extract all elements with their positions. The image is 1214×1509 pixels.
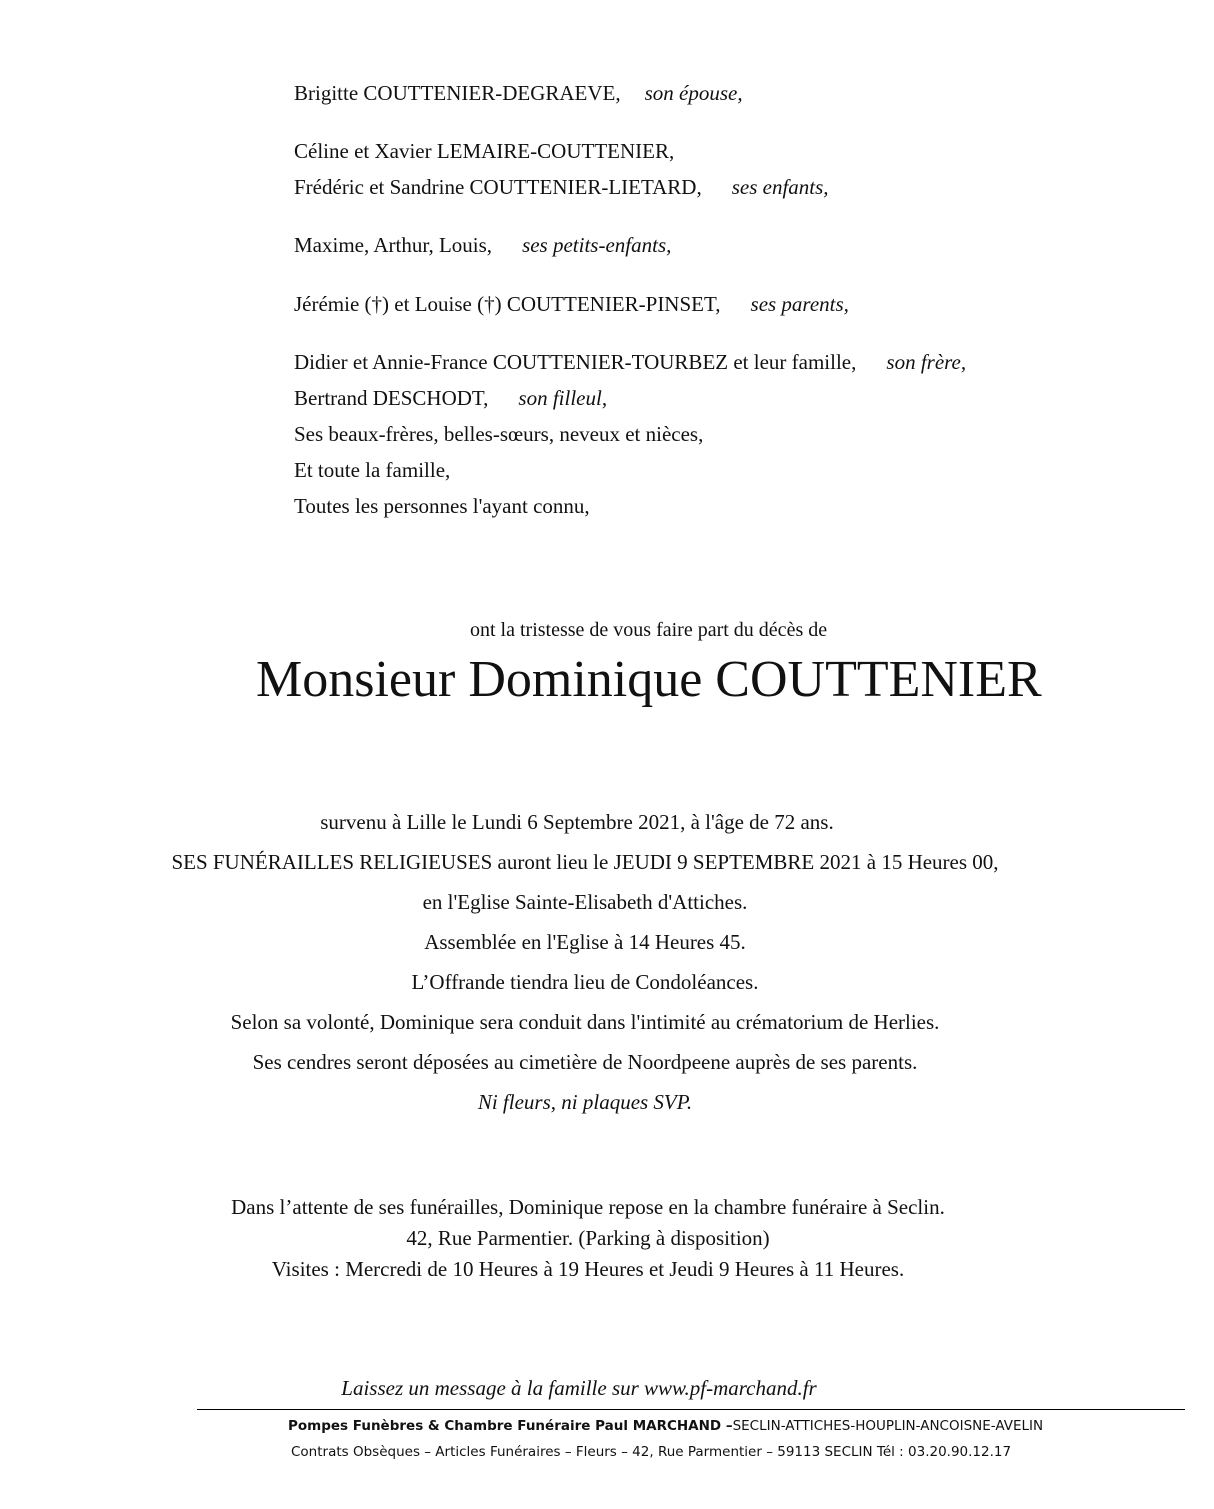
message-text: Laissez un message à la famille sur www.pf-marchand.fr xyxy=(341,1376,817,1400)
detail-assembly xyxy=(0,928,1214,956)
family-line-child-1 xyxy=(294,137,674,165)
family-relation: son filleul, xyxy=(518,386,608,410)
family-line-spouse xyxy=(294,79,743,107)
detail-crematorium xyxy=(0,1008,1214,1036)
detail-church xyxy=(0,888,1214,916)
detail-text: survenu à Lille le Lundi 6 Septembre 2021, à l'âge de 72 ans. xyxy=(320,810,834,834)
family-relation: son frère, xyxy=(886,350,967,374)
family-relation: ses petits-enfants, xyxy=(522,233,672,257)
footer-locations: SECLIN-ATTICHES-HOUPLIN-ANCOISNE-AVELIN xyxy=(732,1418,1044,1434)
family-line-in-laws xyxy=(294,420,703,448)
family-line-whole-family xyxy=(294,456,450,484)
detail-offering xyxy=(0,968,1214,996)
family-name: Bertrand DESCHODT, xyxy=(294,386,489,410)
family-name: Ses beaux-frères, belles-sœurs, neveux et nièces, xyxy=(294,422,704,446)
repose-text: 42, Rue Parmentier. (Parking à disposition) xyxy=(406,1226,770,1250)
repose-line-1 xyxy=(0,1193,1214,1221)
family-line-grandchildren xyxy=(294,231,671,259)
message-line xyxy=(0,1376,1214,1401)
detail-text: en l'Eglise Sainte-Elisabeth d'Attiches. xyxy=(422,890,748,914)
detail-text: Selon sa volonté, Dominique sera conduit dans l'intimité au crématorium de Herlies. xyxy=(230,1010,940,1034)
family-line-godson xyxy=(294,384,607,412)
announcement-intro: ont la tristesse de vous faire part du décès de xyxy=(470,619,828,641)
family-name: Brigitte COUTTENIER-DEGRAEVE, xyxy=(294,81,621,105)
detail-text: Ses cendres seront déposées au cimetière de Noordpeene auprès de ses parents. xyxy=(252,1050,918,1074)
family-name: Jérémie (†) et Louise (†) COUTTENIER-PINSET, xyxy=(294,292,721,316)
family-name: Frédéric et Sandrine COUTTENIER-LIETARD, xyxy=(294,175,702,199)
footer-divider xyxy=(197,1409,1185,1410)
family-relation: ses parents, xyxy=(750,292,849,316)
family-name: Et toute la famille, xyxy=(294,458,451,482)
detail-text: Assemblée en l'Eglise à 14 Heures 45. xyxy=(424,930,746,954)
detail-funeral xyxy=(0,848,1214,876)
family-line-parents xyxy=(294,290,849,318)
family-name: Toutes les personnes l'ayant connu, xyxy=(294,494,590,518)
family-line-acquaintances xyxy=(294,492,590,520)
family-name: Didier et Annie-France COUTTENIER-TOURBEZ et leur famille, xyxy=(294,350,857,374)
detail-text: SES FUNÉRAILLES RELIGIEUSES auront lieu le JEUDI 9 SEPTEMBRE 2021 à 15 Heures 00, xyxy=(171,850,999,874)
family-line-brother xyxy=(294,348,966,376)
no-flowers-text: Ni fleurs, ni plaques SVP. xyxy=(477,1090,693,1114)
repose-line-2 xyxy=(0,1224,1214,1252)
repose-line-3 xyxy=(0,1255,1214,1283)
detail-death xyxy=(0,808,1214,836)
repose-text: Dans l’attente de ses funérailles, Dominique repose en la chambre funéraire à Seclin. xyxy=(231,1195,945,1219)
footer-company: Pompes Funèbres & Chambre Funéraire Paul MARCHAND – xyxy=(288,1418,733,1434)
family-line-child-2 xyxy=(294,173,829,201)
family-relation: ses enfants, xyxy=(731,175,829,199)
detail-ashes xyxy=(0,1048,1214,1076)
family-name: Céline et Xavier LEMAIRE-COUTTENIER, xyxy=(294,139,675,163)
family-relation: son épouse, xyxy=(644,81,743,105)
deceased-name: Monsieur Dominique COUTTENIER xyxy=(256,651,1042,708)
family-name: Maxime, Arthur, Louis, xyxy=(294,233,493,257)
footer-company-line xyxy=(288,1418,1043,1434)
no-flowers-note xyxy=(0,1088,1214,1116)
footer-services-line xyxy=(291,1444,1011,1460)
repose-text: Visites : Mercredi de 10 Heures à 19 Heures et Jeudi 9 Heures à 11 Heures. xyxy=(271,1257,905,1281)
detail-text: L’Offrande tiendra lieu de Condoléances. xyxy=(411,970,759,994)
footer-services: Contrats Obsèques – Articles Funéraires – Fleurs – 42, Rue Parmentier – 59113 SECLIN Tél : 03.20.90.12.17 xyxy=(291,1444,1012,1460)
